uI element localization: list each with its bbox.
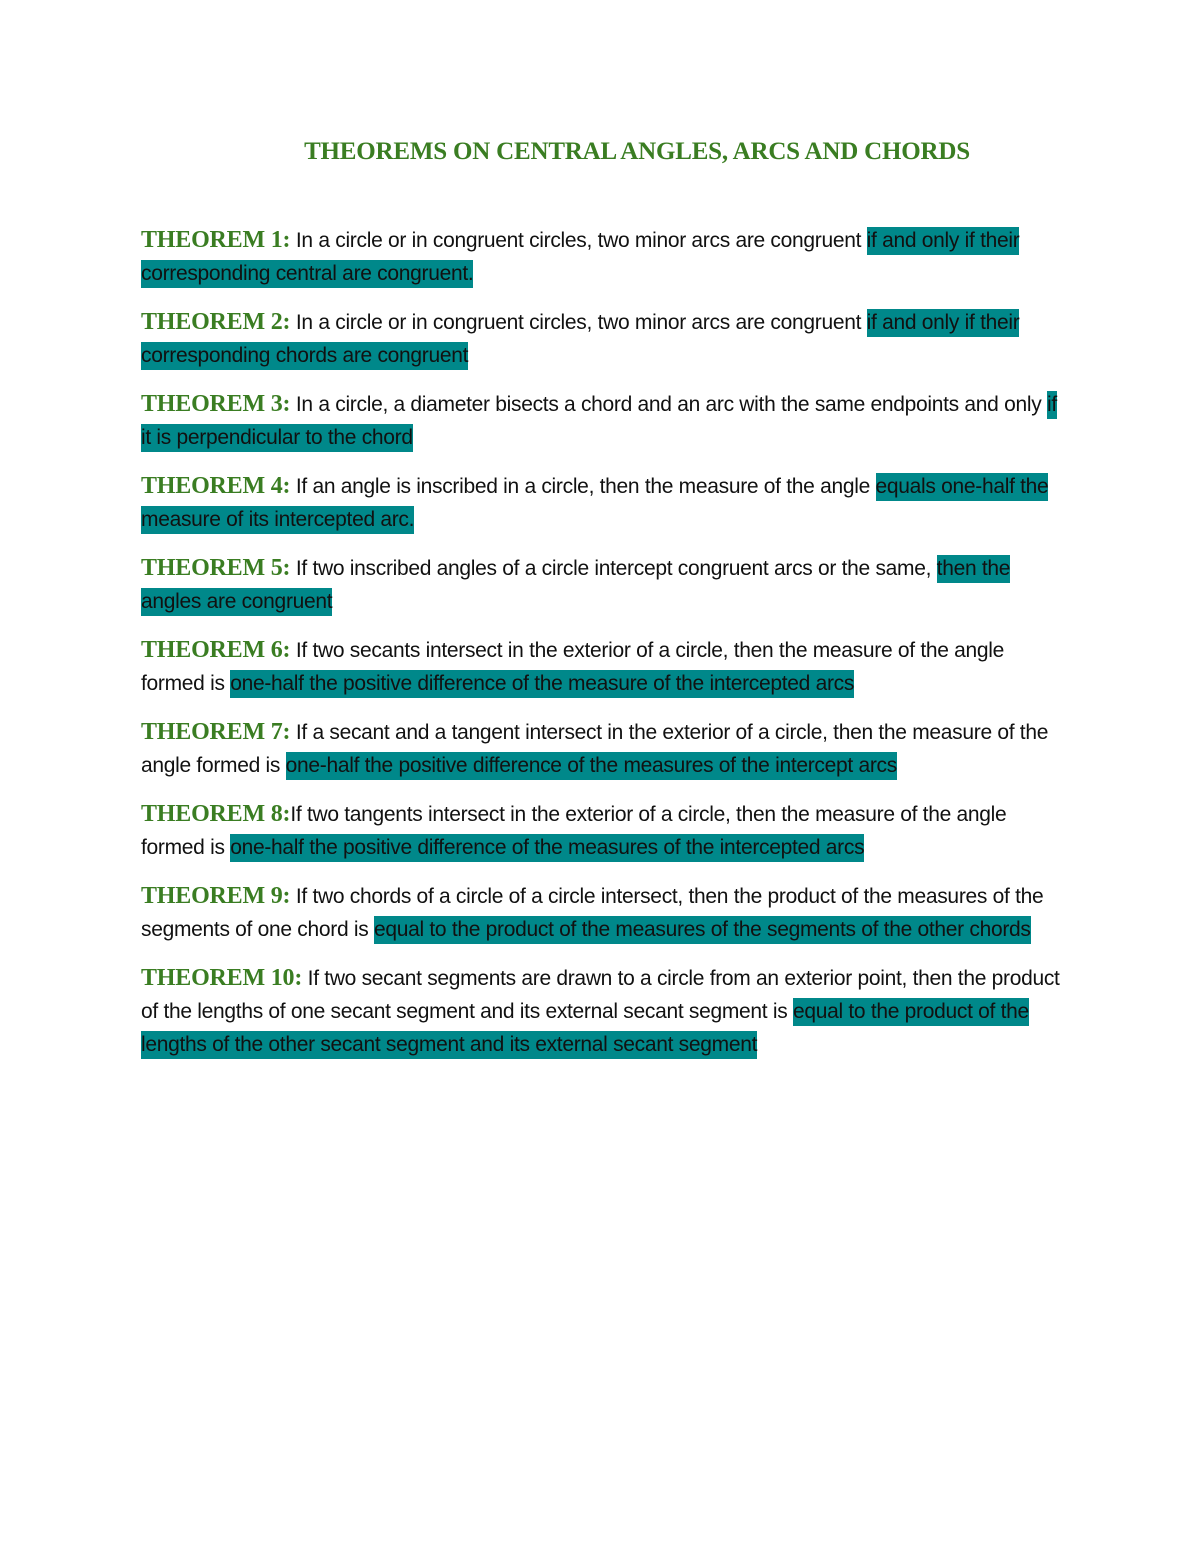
theorem-label: THEOREM 4: xyxy=(141,473,291,499)
theorem-7 xyxy=(141,716,1063,782)
theorem-text: If two tangents intersect in the exterior of a circle, then the measure of the angle formed is xyxy=(141,803,1007,859)
theorem-5 xyxy=(141,552,1063,618)
theorem-3 xyxy=(141,388,1063,454)
theorem-text: If a secant and a tangent intersect in the exterior of a circle, then the measure of the angle formed is xyxy=(141,721,1049,777)
theorem-highlight: if it is perpendicular to the chord xyxy=(141,391,1057,452)
theorem-list xyxy=(141,224,1063,1077)
theorem-text: In a circle or in congruent circles, two minor arcs are congruent xyxy=(290,311,867,334)
theorem-label: THEOREM 8: xyxy=(141,801,291,827)
theorem-1 xyxy=(141,224,1063,290)
theorem-highlight: equal to the product of the measures of the segments of the other chords xyxy=(374,916,1031,944)
theorem-10 xyxy=(141,962,1063,1061)
theorem-4 xyxy=(141,470,1063,536)
theorem-text: If two secants intersect in the exterior of a circle, then the measure of the angle formed is xyxy=(141,639,1005,695)
theorem-label: THEOREM 10: xyxy=(141,965,303,991)
theorem-text: If an angle is inscribed in a circle, then the measure of the angle xyxy=(290,475,876,498)
theorem-highlight: then the angles are congruent xyxy=(141,555,1010,616)
theorem-highlight: one-half the positive difference of the measures of the intercepted arcs xyxy=(230,834,864,862)
theorem-label: THEOREM 5: xyxy=(141,555,291,581)
theorem-text: If two chords of a circle of a circle intersect, then the product of the measures of the segments of one chord is xyxy=(141,885,1044,941)
theorem-label: THEOREM 7: xyxy=(141,719,291,745)
theorem-highlight: one-half the positive difference of the measure of the intercepted arcs xyxy=(230,670,854,698)
theorem-highlight: equal to the product of the lengths of the other secant segment and its external secant segment xyxy=(141,998,1029,1059)
theorem-highlight: equals one-half the measure of its intercepted arc. xyxy=(141,473,1048,534)
theorem-8 xyxy=(141,798,1063,864)
theorem-text: In a circle or in congruent circles, two minor arcs are congruent xyxy=(290,229,867,252)
theorem-label: THEOREM 2: xyxy=(141,309,291,335)
theorem-2 xyxy=(141,306,1063,372)
theorem-label: THEOREM 1: xyxy=(141,227,291,253)
theorem-highlight: if and only if their corresponding chords are congruent xyxy=(141,309,1019,370)
theorem-label: THEOREM 6: xyxy=(141,637,291,663)
theorem-text: If two secant segments are drawn to a circle from an exterior point, then the product of the lengths of one secant segment and its external secant segment is xyxy=(141,967,1060,1023)
theorem-highlight: one-half the positive difference of the measures of the intercept arcs xyxy=(286,752,897,780)
theorem-6 xyxy=(141,634,1063,700)
theorem-text: If two inscribed angles of a circle intercept congruent arcs or the same, xyxy=(290,557,937,580)
theorem-highlight: if and only if their corresponding central are congruent. xyxy=(141,227,1019,288)
page-title: THEOREMS ON CENTRAL ANGLES, ARCS AND CHORDS xyxy=(304,138,970,165)
theorem-label: THEOREM 3: xyxy=(141,391,291,417)
theorem-text: In a circle, a diameter bisects a chord and an arc with the same endpoints and only xyxy=(290,393,1047,416)
theorem-9 xyxy=(141,880,1063,946)
theorem-label: THEOREM 9: xyxy=(141,883,291,909)
